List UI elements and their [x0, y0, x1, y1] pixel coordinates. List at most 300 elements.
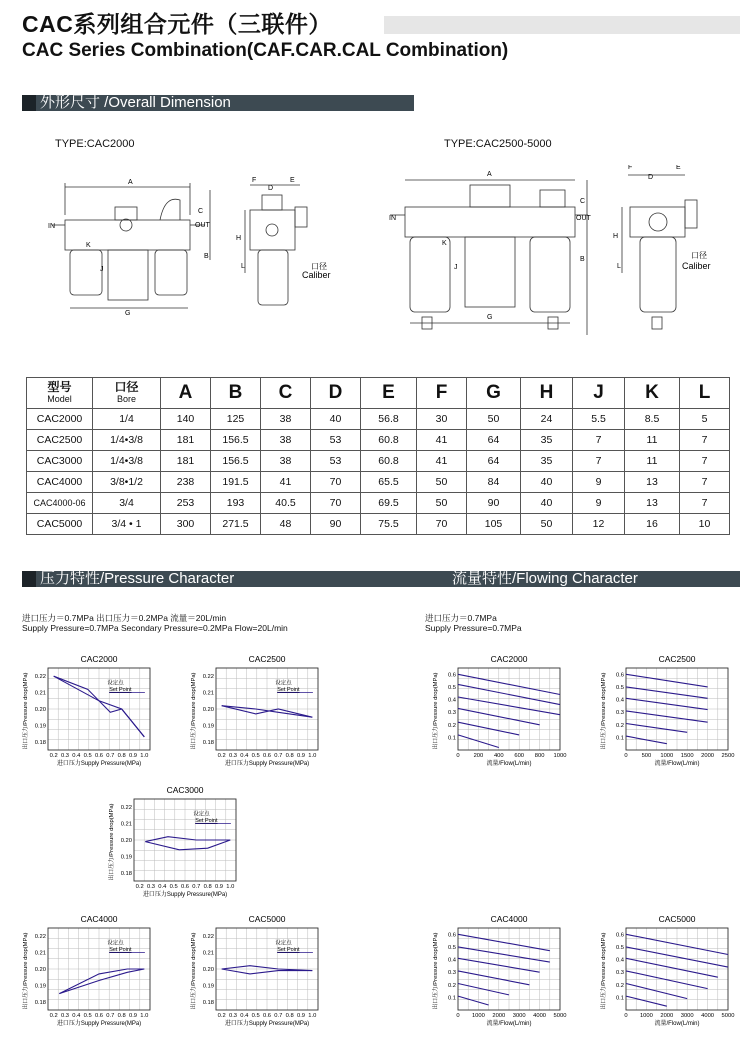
- table-cell: 69.5: [361, 493, 417, 514]
- y-tick-label: 0.2: [447, 722, 456, 729]
- y-tick-label: 0.1: [447, 735, 456, 742]
- chart-flow-cac5000: [598, 912, 738, 1030]
- y-tick-label: 0.18: [202, 999, 214, 1006]
- chart-title: CAC3000: [166, 785, 204, 795]
- chart-pressure-cac4000: [20, 912, 160, 1030]
- table-cell: 84: [467, 472, 521, 493]
- x-tick-label: 0.5: [83, 753, 92, 759]
- x-axis-label: 进口压力Supply Pressure(MPa): [56, 1021, 142, 1027]
- x-tick-label: 0.4: [72, 1013, 81, 1019]
- dim-label-k2: K: [442, 240, 447, 247]
- y-axis-label: 出口压力/Pressure drop(MPa): [601, 932, 607, 1010]
- y-tick-label: 0.19: [34, 723, 46, 730]
- section-flowing-character: [414, 571, 740, 587]
- x-tick-label: 0.7: [192, 884, 201, 890]
- table-cell: 9: [573, 472, 625, 493]
- x-axis-label: 流量/Flow(L/min): [654, 761, 700, 767]
- page-title-en: CAC Series Combination(CAF.CAR.CAL Combination): [22, 40, 509, 61]
- x-tick-label: 800: [534, 753, 545, 759]
- pressure-conditions: [22, 613, 288, 633]
- type-label-cac2000: TYPE:CAC2000: [55, 138, 135, 150]
- x-tick-label: 0.2: [49, 753, 58, 759]
- series-line: [145, 837, 230, 842]
- x-tick-label: 0.7: [274, 753, 283, 759]
- series-line: [458, 947, 550, 962]
- table-cell: 1/4: [93, 409, 161, 430]
- table-cell: 90: [467, 493, 521, 514]
- section-bar-accent: [22, 95, 36, 111]
- x-tick-label: 0.9: [214, 884, 224, 890]
- y-tick-label: 0.1: [615, 735, 624, 742]
- chart-flow-cac2500: [598, 652, 738, 770]
- x-tick-label: 0.9: [296, 753, 306, 759]
- x-tick-label: 1.0: [140, 1013, 149, 1019]
- table-row: [27, 430, 730, 451]
- pressure-conditions-en: Supply Pressure=0.7MPa Secondary Pressure=0.2MPa Flow=20L/min: [22, 623, 288, 633]
- table-cell: 1/4•3/8: [93, 430, 161, 451]
- set-point-cn: 设定点: [275, 940, 292, 947]
- table-cell: 7: [680, 493, 730, 514]
- set-point-en: Set Point: [195, 817, 218, 824]
- table-cell: 40.5: [261, 493, 311, 514]
- table-cell: 50: [467, 409, 521, 430]
- x-tick-label: 0: [456, 753, 460, 759]
- series-line: [458, 934, 550, 950]
- col-l: L: [680, 378, 730, 409]
- section-flowing-label: 流量特性/Flowing Character: [452, 570, 638, 587]
- y-tick-label: 0.2: [447, 982, 456, 989]
- table-cell: 24: [521, 409, 573, 430]
- x-tick-label: 0.7: [106, 1013, 115, 1019]
- caliber-cn-2: 口径: [691, 251, 707, 260]
- y-tick-label: 0.19: [120, 854, 132, 861]
- pressure-conditions-cn: 进口压力＝0.7MPa 出口压力＝0.2MPa 流量＝20L/min: [22, 613, 227, 623]
- x-tick-label: 1.0: [140, 753, 149, 759]
- table-cell: 64: [467, 430, 521, 451]
- y-tick-label: 0.2: [615, 722, 624, 729]
- table-cell: 238: [161, 472, 211, 493]
- type-label-cac2500-5000: TYPE:CAC2500-5000: [444, 138, 552, 150]
- table-cell: 41: [417, 430, 467, 451]
- y-tick-label: 0.5: [615, 944, 624, 951]
- table-cell: 35: [521, 430, 573, 451]
- col-k: K: [625, 378, 680, 409]
- x-tick-label: 0.8: [117, 753, 126, 759]
- chart-title: CAC5000: [658, 914, 696, 924]
- table-cell: 38: [261, 409, 311, 430]
- table-cell: 11: [625, 451, 680, 472]
- x-tick-label: 0.6: [94, 1013, 104, 1019]
- y-axis-label: 出口压力/Pressure drop(MPa): [23, 932, 29, 1010]
- x-tick-label: 0.6: [94, 753, 104, 759]
- x-tick-label: 0.3: [228, 753, 238, 759]
- x-tick-label: 0.6: [262, 753, 272, 759]
- table-cell: 50: [417, 472, 467, 493]
- chart-pressure-cac5000: [188, 912, 328, 1030]
- out-label-2: OUT: [576, 215, 591, 222]
- table-cell: 40: [311, 409, 361, 430]
- table-cell: 13: [625, 472, 680, 493]
- y-tick-label: 0.18: [120, 870, 132, 877]
- page-title-cn: CAC系列组合元件（三联件）: [22, 11, 332, 37]
- dim-label-b2: B: [580, 256, 585, 263]
- set-point-cn: 设定点: [107, 680, 124, 687]
- dim-label-d2: D: [648, 174, 654, 181]
- y-tick-label: 0.20: [202, 707, 214, 713]
- set-point-en: Set Point: [277, 946, 300, 953]
- x-tick-label: 0.4: [240, 753, 249, 759]
- table-cell: 70: [311, 493, 361, 514]
- col-model: 型号 Model: [27, 378, 93, 409]
- table-cell: 41: [417, 451, 467, 472]
- chart-pressure-cac2000: [20, 652, 160, 770]
- dim-label-l1: L: [241, 263, 245, 270]
- table-cell: 7: [573, 451, 625, 472]
- y-tick-label: 0.20: [34, 967, 46, 973]
- x-tick-label: 0: [624, 1013, 628, 1019]
- table-cell: 9: [573, 493, 625, 514]
- table-cell: 40: [521, 472, 573, 493]
- y-tick-label: 0.6: [447, 932, 456, 939]
- table-cell: 7: [680, 451, 730, 472]
- set-point-cn: 设定点: [193, 811, 210, 818]
- section-pressure-label: 压力特性/Pressure Character: [40, 570, 235, 587]
- x-tick-label: 0.4: [158, 884, 167, 890]
- x-tick-label: 0: [624, 753, 628, 759]
- x-tick-label: 5000: [553, 1013, 567, 1019]
- y-axis-label: 出口压力/Pressure drop(MPa): [433, 932, 439, 1010]
- col-c: C: [261, 378, 311, 409]
- table-cell: 3/4 • 1: [93, 514, 161, 535]
- x-axis-label: 进口压力Supply Pressure(MPa): [224, 1021, 310, 1027]
- x-tick-label: 0.2: [217, 753, 226, 759]
- x-tick-label: 0.6: [180, 884, 190, 890]
- dim-label-j2: J: [454, 264, 458, 271]
- set-point-en: Set Point: [109, 686, 132, 693]
- table-cell: 38: [261, 451, 311, 472]
- x-tick-label: 1500: [680, 753, 694, 759]
- x-tick-label: 0.2: [135, 884, 144, 890]
- dim-label-b1: B: [204, 253, 209, 260]
- dim-label-f2: F: [628, 165, 633, 171]
- dim-label-h1: H: [236, 235, 242, 242]
- y-tick-label: 0.22: [34, 934, 46, 941]
- table-cell: 7: [573, 430, 625, 451]
- y-tick-label: 0.22: [120, 805, 132, 812]
- x-tick-label: 2000: [660, 1013, 674, 1019]
- x-tick-label: 0.9: [128, 1013, 138, 1019]
- dim-label-f1: F: [252, 177, 257, 184]
- table-cell: 40: [521, 493, 573, 514]
- y-tick-label: 0.1: [447, 995, 456, 1002]
- table-cell: 181: [161, 451, 211, 472]
- chart-pressure-cac3000: [106, 783, 246, 901]
- table-cell: 8.5: [625, 409, 680, 430]
- y-tick-label: 0.20: [120, 838, 132, 844]
- dim-label-e2: E: [676, 165, 681, 171]
- x-tick-label: 0.9: [296, 1013, 306, 1019]
- y-axis-label: 出口压力/Pressure drop(MPa): [191, 672, 197, 750]
- x-tick-label: 0.8: [203, 884, 212, 890]
- y-tick-label: 0.6: [447, 672, 456, 679]
- table-cell: 140: [161, 409, 211, 430]
- set-point-en: Set Point: [277, 686, 300, 693]
- x-tick-label: 0.3: [146, 884, 156, 890]
- table-cell: 90: [311, 514, 361, 535]
- dim-label-d1: D: [268, 185, 274, 192]
- x-tick-label: 1000: [660, 753, 674, 759]
- model-cell: CAC4000: [27, 472, 93, 493]
- table-cell: 50: [417, 493, 467, 514]
- table-cell: 53: [311, 430, 361, 451]
- x-tick-label: 3000: [680, 1013, 694, 1019]
- chart-title: CAC2500: [248, 654, 286, 664]
- y-tick-label: 0.22: [34, 674, 46, 681]
- table-cell: 300: [161, 514, 211, 535]
- series-line: [458, 996, 489, 1005]
- dim-label-j1: J: [100, 266, 104, 273]
- x-tick-label: 0.4: [240, 1013, 249, 1019]
- in-label-1: IN: [48, 223, 55, 230]
- y-tick-label: 0.5: [447, 684, 456, 691]
- table-cell: 191.5: [211, 472, 261, 493]
- dimension-table: [26, 377, 730, 535]
- y-tick-label: 0.22: [202, 674, 214, 681]
- y-tick-label: 0.21: [202, 690, 214, 697]
- section-bar-accent: [22, 571, 36, 587]
- table-cell: 3/4: [93, 493, 161, 514]
- table-row: [27, 514, 730, 535]
- chart-title: CAC2000: [490, 654, 528, 664]
- x-tick-label: 0.5: [83, 1013, 92, 1019]
- x-tick-label: 1000: [639, 1013, 653, 1019]
- table-cell: 5: [680, 409, 730, 430]
- x-tick-label: 0.3: [60, 753, 70, 759]
- y-tick-label: 0.5: [447, 944, 456, 951]
- caliber-cn-1: 口径: [311, 262, 327, 271]
- col-j: J: [573, 378, 625, 409]
- y-tick-label: 0.18: [34, 999, 46, 1006]
- dim-label-a2: A: [487, 171, 492, 178]
- y-tick-label: 0.2: [615, 982, 624, 989]
- x-tick-label: 400: [493, 753, 504, 759]
- set-point-en: Set Point: [109, 946, 132, 953]
- table-cell: 1/4•3/8: [93, 451, 161, 472]
- y-tick-label: 0.20: [202, 967, 214, 973]
- table-cell: 48: [261, 514, 311, 535]
- in-label-2: IN: [389, 215, 396, 222]
- flow-conditions-cn: 进口压力＝0.7MPa: [425, 613, 497, 623]
- x-tick-label: 0.2: [217, 1013, 226, 1019]
- x-tick-label: 0.5: [251, 753, 260, 759]
- flow-conditions-en: Supply Pressure=0.7MPa: [425, 623, 522, 633]
- dim-label-a1: A: [128, 179, 133, 186]
- model-cell: CAC4000-06: [27, 493, 93, 514]
- x-axis-label: 流量/Flow(L/min): [654, 1021, 700, 1027]
- y-tick-label: 0.19: [202, 723, 214, 730]
- series-line: [59, 969, 144, 994]
- dimension-drawings: [40, 165, 740, 345]
- chart-title: CAC2500: [658, 654, 696, 664]
- table-cell: 125: [211, 409, 261, 430]
- y-tick-label: 0.3: [615, 710, 624, 717]
- y-tick-label: 0.6: [615, 672, 624, 679]
- series-line: [145, 840, 230, 850]
- y-axis-label: 出口压力/Pressure drop(MPa): [433, 672, 439, 750]
- y-tick-label: 0.3: [447, 710, 456, 717]
- x-tick-label: 0.5: [251, 1013, 260, 1019]
- chart-title: CAC4000: [80, 914, 118, 924]
- x-tick-label: 0.8: [117, 1013, 126, 1019]
- drawing-cac2000-front: [52, 183, 210, 308]
- table-cell: 56.8: [361, 409, 417, 430]
- table-cell: 30: [417, 409, 467, 430]
- x-tick-label: 2500: [721, 753, 735, 759]
- dim-label-g1: G: [125, 310, 131, 317]
- y-tick-label: 0.21: [34, 690, 46, 697]
- model-cell: CAC5000: [27, 514, 93, 535]
- x-tick-label: 1000: [553, 753, 567, 759]
- x-tick-label: 0.3: [60, 1013, 70, 1019]
- col-e: E: [361, 378, 417, 409]
- y-tick-label: 0.4: [447, 697, 456, 704]
- x-tick-label: 0.6: [262, 1013, 272, 1019]
- x-tick-label: 0.3: [228, 1013, 238, 1019]
- x-tick-label: 0.8: [285, 753, 294, 759]
- series-line: [458, 971, 529, 985]
- x-tick-label: 600: [514, 753, 525, 759]
- col-f: F: [417, 378, 467, 409]
- table-cell: 60.8: [361, 430, 417, 451]
- drawing-cac2000-side: [245, 185, 307, 305]
- table-row: [27, 451, 730, 472]
- x-tick-label: 4000: [701, 1013, 715, 1019]
- table-cell: 271.5: [211, 514, 261, 535]
- x-tick-label: 1.0: [308, 1013, 317, 1019]
- x-tick-label: 4000: [533, 1013, 547, 1019]
- table-cell: 53: [311, 451, 361, 472]
- x-tick-label: 3000: [512, 1013, 526, 1019]
- table-cell: 12: [573, 514, 625, 535]
- y-tick-label: 0.3: [615, 970, 624, 977]
- x-tick-label: 0.8: [285, 1013, 294, 1019]
- col-b: B: [211, 378, 261, 409]
- dim-label-h2: H: [613, 233, 619, 240]
- caliber-en-2: Caliber: [682, 261, 711, 271]
- x-tick-label: 0.9: [128, 753, 138, 759]
- chart-flow-cac2000: [430, 652, 570, 770]
- table-cell: 5.5: [573, 409, 625, 430]
- dim-label-c2: C: [580, 198, 586, 205]
- table-cell: 7: [680, 472, 730, 493]
- dim-label-k1: K: [86, 242, 91, 249]
- out-label-1: OUT: [195, 222, 210, 229]
- x-tick-label: 500: [641, 753, 652, 759]
- y-tick-label: 0.4: [615, 957, 624, 964]
- model-cell: CAC3000: [27, 451, 93, 472]
- x-tick-label: 0.5: [169, 884, 178, 890]
- table-cell: 35: [521, 451, 573, 472]
- x-tick-label: 0: [456, 1013, 460, 1019]
- y-tick-label: 0.4: [447, 957, 456, 964]
- x-tick-label: 5000: [721, 1013, 735, 1019]
- table-cell: 60.8: [361, 451, 417, 472]
- table-cell: 75.5: [361, 514, 417, 535]
- y-axis-label: 出口压力/Pressure drop(MPa): [23, 672, 29, 750]
- set-point-cn: 设定点: [275, 680, 292, 687]
- y-tick-label: 0.21: [202, 950, 214, 957]
- dim-label-e1: E: [290, 177, 295, 184]
- x-tick-label: 0.4: [72, 753, 81, 759]
- x-tick-label: 2000: [492, 1013, 506, 1019]
- x-tick-label: 1.0: [226, 884, 235, 890]
- col-bore: 口径 Bore: [93, 378, 161, 409]
- caliber-en-1: Caliber: [302, 270, 331, 280]
- y-tick-label: 0.18: [34, 739, 46, 746]
- col-a: A: [161, 378, 211, 409]
- section-overall-dimension: [22, 95, 414, 111]
- y-tick-label: 0.22: [202, 934, 214, 941]
- col-d: D: [311, 378, 361, 409]
- table-cell: 253: [161, 493, 211, 514]
- x-tick-label: 0.7: [106, 753, 115, 759]
- y-tick-label: 0.5: [615, 684, 624, 691]
- dim-label-g2: G: [487, 314, 493, 321]
- x-tick-label: 1000: [471, 1013, 485, 1019]
- chart-title: CAC2000: [80, 654, 118, 664]
- table-cell: 3/8•1/2: [93, 472, 161, 493]
- chart-flow-cac4000: [430, 912, 570, 1030]
- section-overall-label: 外形尺寸 /Overall Dimension: [40, 94, 231, 111]
- x-axis-label: 流量/Flow(L/min): [486, 1021, 532, 1027]
- x-axis-label: 进口压力Supply Pressure(MPa): [56, 761, 142, 767]
- y-axis-label: 出口压力/Pressure drop(MPa): [191, 932, 197, 1010]
- model-cell: CAC2500: [27, 430, 93, 451]
- table-cell: 70: [311, 472, 361, 493]
- table-cell: 105: [467, 514, 521, 535]
- table-cell: 156.5: [211, 451, 261, 472]
- table-cell: 156.5: [211, 430, 261, 451]
- table-cell: 65.5: [361, 472, 417, 493]
- x-tick-label: 200: [473, 753, 484, 759]
- table-cell: 13: [625, 493, 680, 514]
- col-g: G: [467, 378, 521, 409]
- table-row: [27, 493, 730, 514]
- table-cell: 193: [211, 493, 261, 514]
- x-axis-label: 进口压力Supply Pressure(MPa): [142, 892, 228, 898]
- y-axis-label: 出口压力/Pressure drop(MPa): [601, 672, 607, 750]
- table-cell: 7: [680, 430, 730, 451]
- table-cell: 10: [680, 514, 730, 535]
- y-tick-label: 0.1: [615, 995, 624, 1002]
- x-tick-label: 0.7: [274, 1013, 283, 1019]
- dim-label-c1: C: [198, 208, 204, 215]
- table-row: [27, 409, 730, 430]
- y-tick-label: 0.4: [615, 697, 624, 704]
- table-cell: 70: [417, 514, 467, 535]
- table-cell: 16: [625, 514, 680, 535]
- x-tick-label: 0.2: [49, 1013, 58, 1019]
- x-tick-label: 2000: [701, 753, 715, 759]
- y-tick-label: 0.6: [615, 932, 624, 939]
- section-pressure-character: [22, 571, 414, 587]
- table-row: [27, 472, 730, 493]
- y-axis-label: 出口压力/Pressure drop(MPa): [109, 803, 115, 881]
- table-header-row: [27, 378, 730, 409]
- flow-conditions: [425, 613, 522, 633]
- y-tick-label: 0.19: [34, 983, 46, 990]
- chart-title: CAC4000: [490, 914, 528, 924]
